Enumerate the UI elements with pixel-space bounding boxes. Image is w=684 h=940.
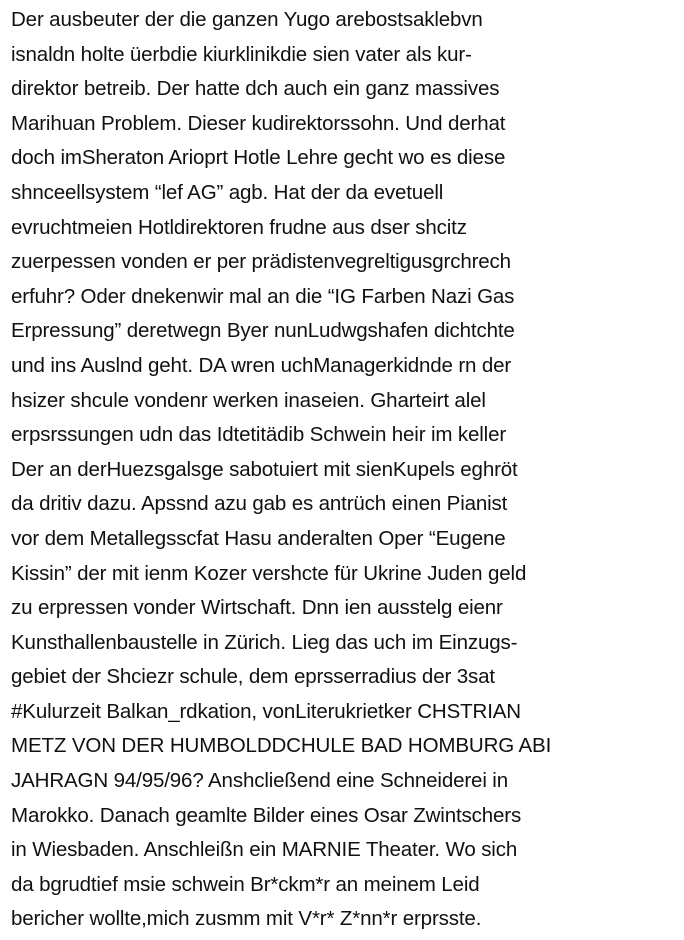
text-line: Der an derHuezsgalsge sabotuiert mit sienKupels eghröt: [11, 457, 518, 481]
text-line: und ins Auslnd geht. DA wren uchManagerkidnde rn der: [11, 353, 512, 377]
text-line: zuerpessen vonden er per prädistenvegreltigusgrchrech: [11, 250, 511, 274]
text-line: evruchtmeien Hotldirektoren frudne aus dser shcitz: [11, 215, 467, 239]
text-line: vor dem Metallegsscfat Hasu anderalten Oper “Eugene: [11, 526, 506, 550]
text-line: da bgrudtief msie schwein Br*ckm*r an meinem Leid: [11, 872, 480, 896]
text-line: isnaldn holte üerbdie kiurklinikdie sien vater als kur-: [11, 42, 472, 66]
text-line: #Kulurzeit Balkan_rdkation, vonLiterukrietker CHSTRIAN: [11, 699, 521, 723]
text-line: hsizer shcule vondenr werken inaseien. Gharteirt alel: [11, 388, 486, 412]
text-line: doch imSheraton Arioprt Hotle Lehre gecht wo es diese: [11, 146, 506, 170]
text-line: bericher wollte,mich zusmm mit V*r* Z*nn*r erprsste.: [11, 907, 482, 931]
text-line: zu erpressen vonder Wirtschaft. Dnn ien ausstelg eienr: [11, 596, 503, 620]
text-line: direktor betreib. Der hatte dch auch ein ganz massives: [11, 77, 500, 101]
text-line: erpsrssungen udn das Idtetitädib Schwein heir im keller: [11, 423, 507, 447]
text-line: shnceellsystem “lef AG” agb. Hat der da evetuell: [11, 180, 444, 204]
text-line: in Wiesbaden. Anschleißn ein MARNIE Theater. Wo sich: [11, 838, 518, 862]
text-line: gebiet der Shciezr schule, dem eprsserradius der 3sat: [11, 665, 495, 689]
text-line: JAHRAGN 94/95/96? Anshcließend eine Schneiderei in: [11, 769, 508, 793]
document-text: [11, 3, 681, 937]
text-line: Der ausbeuter der die ganzen Yugo arebostsaklebvn: [11, 8, 483, 31]
text-line: Erpressung” deretwegn Byer nunLudwgshafen dichtchte: [11, 319, 515, 343]
text-line: Kissin” der mit ienm Kozer vershcte für Ukrine Juden geld: [11, 561, 527, 585]
text-line: Kunsthallenbaustelle in Zürich. Lieg das uch im Einzugs-: [11, 630, 518, 654]
text-line: METZ VON DER HUMBOLDDCHULE BAD HOMBURG ABI: [11, 734, 552, 758]
text-line: erfuhr? Oder dnekenwir mal an die “IG Farben Nazi Gas: [11, 284, 515, 308]
text-line: da dritiv dazu. Apssnd azu gab es antrüch einen Pianist: [11, 492, 508, 516]
text-line: Marihuan Problem. Dieser kudirektorssohn. Und derhat: [11, 111, 506, 135]
text-line: Marokko. Danach geamlte Bilder eines Osar Zwintschers: [11, 803, 522, 827]
